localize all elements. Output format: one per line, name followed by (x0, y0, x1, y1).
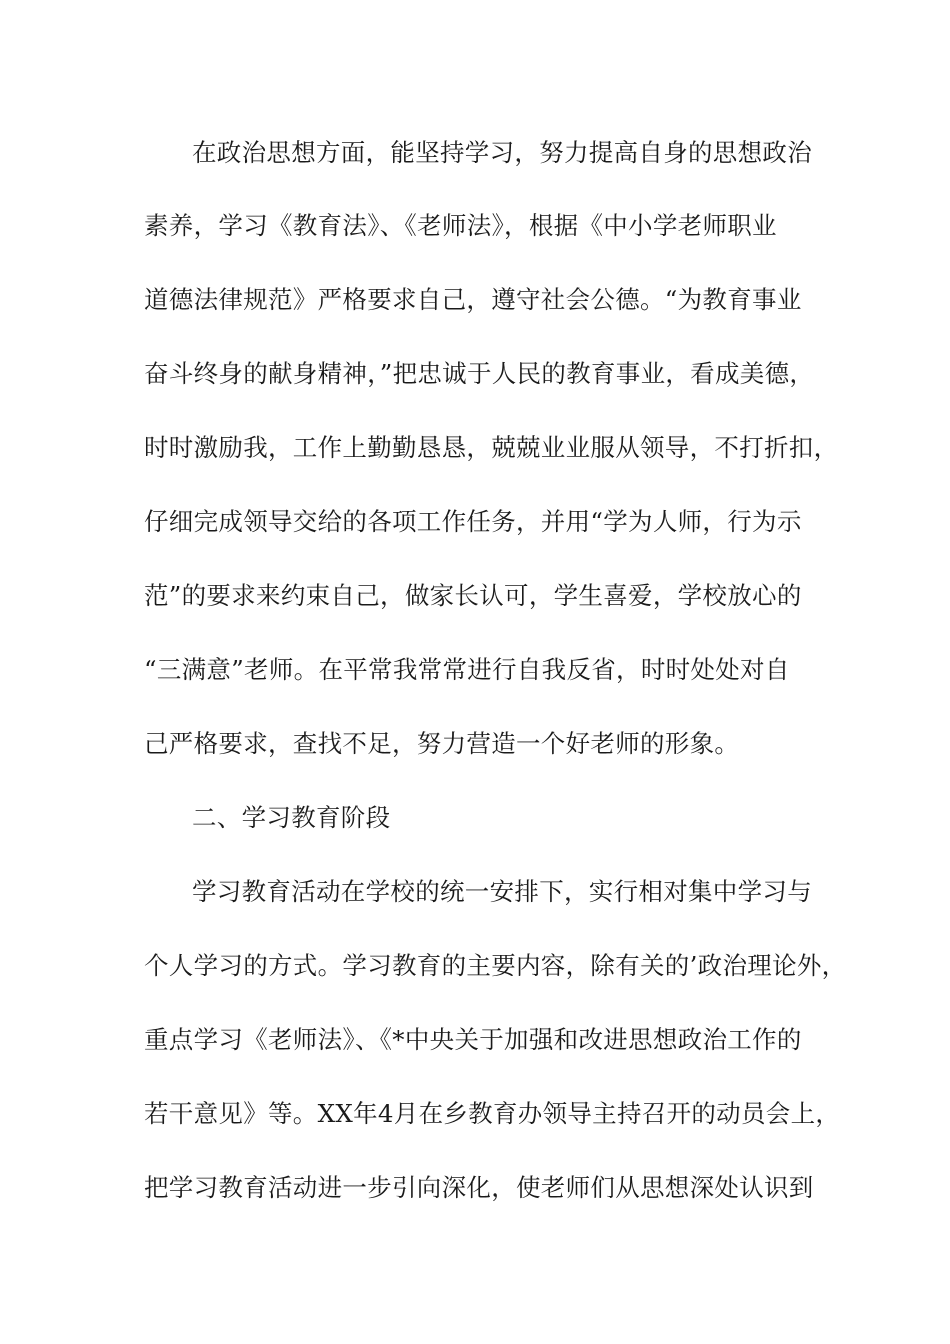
paragraph-1-line-5: 时时激励我，工作上勤勤恳恳，兢兢业业服从领导，不打折扣， (144, 433, 839, 462)
paragraph-1-line-7: 范”的要求来约束自己，做家长认可，学生喜爱，学校放心的 (144, 581, 802, 610)
paragraph-1-line-1: 在政治思想方面，能坚持学习，努力提高自身的思想政治 (192, 138, 812, 167)
paragraph-2-line-1: 学习教育活动在学校的统一安排下，实行相对集中学习与 (192, 877, 812, 906)
paragraph-2-line-5: 把学习教育活动进一步引向深化，使老师们从思想深处认识到 (144, 1173, 814, 1202)
paragraph-1-line-6: 仔细完成领导交给的各项工作任务，并用“学为人师，行为示 (144, 507, 802, 536)
paragraph-1-line-8: “三满意”老师。在平常我常常进行自我反省，时时处处对自 (144, 655, 790, 684)
section-heading: 二、学习教育阶段 (192, 803, 391, 832)
paragraph-1-line-2: 素养，学习《教育法》、《老师法》，根据《中小学老师职业 (144, 211, 777, 240)
paragraph-2-line-3: 重点学习《老师法》、《*中央关于加强和改进思想政治工作的 (144, 1025, 802, 1054)
paragraph-1-line-9: 己严格要求，查找不足，努力营造一个好老师的形象。 (144, 729, 740, 758)
paragraph-1-line-3: 道德法律规范》严格要求自己，遵守社会公德。“为教育事业 (144, 285, 802, 314)
paragraph-1-line-4: 奋斗终身的献身精神，”把忠诚于人民的教育事业，看成美德， (144, 359, 815, 388)
paragraph-2-line-2: 个人学习的方式。学习教育的主要内容，除有关的’政治理论外， (144, 951, 847, 980)
paragraph-2-line-4: 若干意见》等。XX年4月在乡教育办领导主持召开的动员会上， (144, 1099, 841, 1128)
